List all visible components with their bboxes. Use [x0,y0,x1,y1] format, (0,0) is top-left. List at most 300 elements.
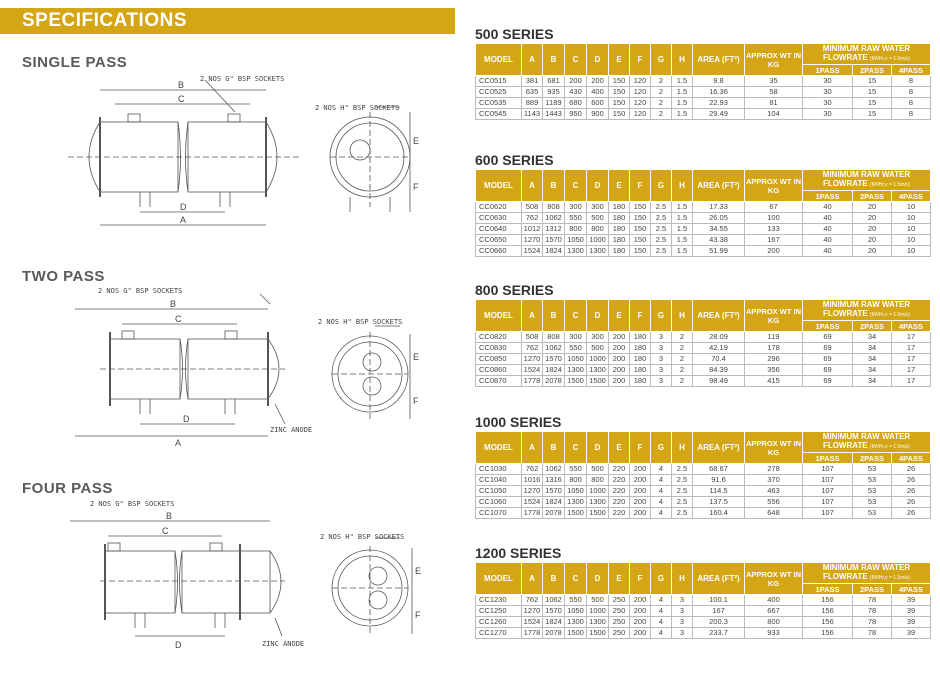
table-cell: CC0820 [476,332,522,343]
table-cell: 762 [522,595,543,606]
table-cell: CC0525 [476,87,522,98]
table-cell: CC0630 [476,213,522,224]
table-cell: 53 [853,486,892,497]
table-cell: CC1250 [476,606,522,617]
table-cell: 1062 [543,464,565,475]
table-cell: CC0850 [476,354,522,365]
dim-b: B [170,299,177,309]
table-cell: 1443 [543,109,565,120]
table-cell: 30 [803,76,853,87]
table-cell: 9.8 [693,76,745,87]
table-cell: 35 [745,76,803,87]
table-cell: 200 [630,486,651,497]
table-cell: 900 [587,109,609,120]
table-cell: 2 [672,365,693,376]
table-cell: 200 [609,365,630,376]
table-cell: 20 [853,213,892,224]
table-cell: 1.5 [672,76,693,87]
dim-c: C [175,314,182,324]
table-cell: CC0830 [476,343,522,354]
header-b: B [543,170,565,202]
table-cell: 200 [565,76,587,87]
table-cell: 2.5 [651,213,672,224]
table-row [476,497,931,508]
table-cell: 2.5 [672,464,693,475]
table-cell: 53 [853,497,892,508]
table-cell: 53 [853,508,892,519]
header-flowrate: FLOWRATE [822,179,868,188]
table-cell: 800 [565,475,587,486]
table-cell: 4 [651,486,672,497]
table-cell: 1300 [587,365,609,376]
table-row [476,354,931,365]
header-g: G [651,44,672,76]
table-cell: 150 [609,76,630,87]
header-1pass: 1PASS [803,321,853,332]
table-cell: 160.4 [693,508,745,519]
table-cell: 1570 [543,606,565,617]
header-h: H [672,432,693,464]
header-b: B [543,44,565,76]
table-cell: 180 [609,246,630,257]
table-cell: 200 [587,76,609,87]
table-cell: 107 [803,464,853,475]
spec-table [475,43,931,120]
table-cell: 200 [630,606,651,617]
table-cell: 200 [630,595,651,606]
table-cell: 20 [853,202,892,213]
header-d: D [587,44,609,76]
table-row [476,109,931,120]
table-cell: 550 [565,213,587,224]
table-cell: 1.5 [672,213,693,224]
dim-c: C [178,94,185,104]
header-b: B [543,432,565,464]
series-title: 500 SERIES [475,26,554,42]
table-row [476,365,931,376]
table-cell: 20 [853,224,892,235]
table-cell: 26.05 [693,213,745,224]
table-cell: 1500 [587,376,609,387]
table-cell: 156 [803,595,853,606]
dim-e: E [413,136,420,146]
table-cell: 69 [803,332,853,343]
four-sockets-g: 2 NOS G" BSP SOCKETS [90,500,175,508]
table-cell: 20 [853,246,892,257]
table-row [476,376,931,387]
table-cell: 178 [745,343,803,354]
table-cell: 2.5 [651,246,672,257]
table-cell: 1500 [587,628,609,639]
table-cell: 2 [672,354,693,365]
series-block-3 [475,414,930,519]
table-cell: 2 [672,376,693,387]
table-cell: 39 [892,628,931,639]
table-cell: 1050 [565,606,587,617]
header-area: AREA (FT²) [693,432,745,464]
dim-c: C [162,526,169,536]
table-cell: 10 [892,202,931,213]
table-cell: 180 [630,365,651,376]
table-cell: 10 [892,213,931,224]
table-cell: CC0650 [476,235,522,246]
table-cell: 463 [745,486,803,497]
table-cell: 400 [587,87,609,98]
table-cell: 2 [672,332,693,343]
dim-e: E [413,352,420,362]
table-row [476,617,931,628]
table-cell: 8 [892,98,931,109]
table-cell: 250 [609,617,630,628]
table-cell: 4 [651,606,672,617]
table-cell: 78 [853,595,892,606]
header-mrw-label: MINIMUM RAW WATER [822,300,911,309]
table-cell: 98.49 [693,376,745,387]
table-cell: 762 [522,213,543,224]
table-cell: 2.5 [672,475,693,486]
header-approx-wt: APPROX WT IN KG [745,44,803,76]
header-h: H [672,300,693,332]
table-cell: 1500 [587,508,609,519]
table-row [476,98,931,109]
header-1pass: 1PASS [803,584,853,595]
table-cell: 2 [651,76,672,87]
table-cell: 34 [853,343,892,354]
header-flowrate-unit: (M³/Hr,v = 1.5m/s) [869,575,911,581]
table-cell: 26 [892,497,931,508]
table-cell: 200 [609,376,630,387]
table-cell: 40 [803,202,853,213]
table-cell: 1524 [522,497,543,508]
table-cell: 762 [522,343,543,354]
header-mrw-label: MINIMUM RAW WATER [822,432,911,441]
table-cell: 53 [853,464,892,475]
header-2pass: 2PASS [853,191,892,202]
header-e: E [609,300,630,332]
table-cell: 150 [630,235,651,246]
table-cell: 2078 [543,508,565,519]
table-cell: 34 [853,354,892,365]
series-block-4 [475,545,930,639]
table-cell: 2.5 [651,235,672,246]
two-sockets-g: 2 NOS G" BSP SOCKETS [98,287,183,295]
table-cell: CC1050 [476,486,522,497]
table-cell: 800 [565,224,587,235]
table-cell: 1778 [522,628,543,639]
table-cell: 2.5 [672,497,693,508]
header-flowrate-unit: (M³/Hr,v = 1.5m/s) [869,444,911,450]
table-cell: 1524 [522,617,543,628]
header-d: D [587,563,609,595]
table-cell: 889 [522,98,543,109]
table-cell: 150 [630,202,651,213]
table-cell: 381 [522,76,543,87]
table-cell: 2.5 [672,508,693,519]
table-cell: 40 [803,224,853,235]
two-sockets-h: 2 NOS H" BSP SOCKETS [318,318,403,326]
table-cell: CC0640 [476,224,522,235]
table-cell: 2.5 [651,202,672,213]
header-approx-wt: APPROX WT IN KG [745,170,803,202]
table-cell: 1189 [543,98,565,109]
header-approx-wt: APPROX WT IN KG [745,300,803,332]
table-cell: 156 [803,628,853,639]
table-cell: 39 [892,595,931,606]
table-cell: 4 [651,617,672,628]
dim-a: A [180,215,187,225]
two-pass-title: TWO PASS [22,268,105,285]
table-cell: 680 [565,98,587,109]
header-a: A [522,170,543,202]
table-cell: CC0660 [476,246,522,257]
table-cell: 3 [651,376,672,387]
header-mrw-label: MINIMUM RAW WATER [822,170,911,179]
spec-table [475,299,931,387]
table-cell: 42.19 [693,343,745,354]
table-cell: 1824 [543,617,565,628]
table-cell: 68.67 [693,464,745,475]
table-cell: 4 [651,595,672,606]
table-cell: 100 [745,213,803,224]
header-d: D [587,432,609,464]
dim-f: F [415,610,421,620]
table-cell: 1300 [587,497,609,508]
table-cell: 2 [651,98,672,109]
header-c: C [565,563,587,595]
table-cell: 300 [587,332,609,343]
header-e: E [609,170,630,202]
series-title: 1000 SERIES [475,414,562,430]
table-cell: 1062 [543,213,565,224]
table-cell: 1.5 [672,202,693,213]
table-cell: CC0535 [476,98,522,109]
dim-d: D [180,202,187,212]
table-cell: 120 [630,98,651,109]
header-a: A [522,563,543,595]
table-cell: 233.7 [693,628,745,639]
table-cell: 2078 [543,628,565,639]
table-cell: 8 [892,87,931,98]
table-cell: 156 [803,606,853,617]
header-4pass: 4PASS [892,65,931,76]
dim-e: E [415,566,422,576]
table-cell: 133 [745,224,803,235]
table-cell: 4 [651,475,672,486]
table-cell: 69 [803,376,853,387]
table-cell: 2 [651,87,672,98]
table-cell: 17 [892,365,931,376]
header-1pass: 1PASS [803,65,853,76]
table-cell: 34 [853,332,892,343]
table-cell: 550 [565,464,587,475]
table-cell: 220 [609,508,630,519]
dim-f: F [413,396,419,406]
table-cell: 1270 [522,486,543,497]
header-f: F [630,44,651,76]
table-cell: 2.5 [651,224,672,235]
header-a: A [522,44,543,76]
header-model: MODEL [476,170,522,202]
table-cell: 40 [803,235,853,246]
four-pass-title: FOUR PASS [22,480,113,497]
table-cell: 30 [803,98,853,109]
table-cell: 39 [892,617,931,628]
header-1pass: 1PASS [803,191,853,202]
table-cell: 415 [745,376,803,387]
table-cell: 10 [892,224,931,235]
table-cell: 1300 [587,246,609,257]
header-h: H [672,563,693,595]
table-cell: 800 [745,617,803,628]
header-f: F [630,432,651,464]
table-cell: 51.99 [693,246,745,257]
spec-table [475,169,931,257]
header-4pass: 4PASS [892,191,931,202]
table-cell: 300 [565,332,587,343]
dim-a: A [175,438,182,448]
table-cell: 180 [630,376,651,387]
table-cell: 150 [609,109,630,120]
table-cell: 67 [745,202,803,213]
table-cell: 1824 [543,497,565,508]
table-cell: 200 [630,464,651,475]
table-cell: 84.39 [693,365,745,376]
table-cell: 40 [803,246,853,257]
table-cell: 53 [853,475,892,486]
table-cell: 1050 [565,354,587,365]
table-cell: CC0860 [476,365,522,376]
table-cell: 15 [853,109,892,120]
series-title: 600 SERIES [475,152,554,168]
dim-b: B [166,511,173,521]
header-e: E [609,432,630,464]
table-cell: 1270 [522,354,543,365]
table-cell: 356 [745,365,803,376]
header-model: MODEL [476,563,522,595]
dim-d: D [175,640,182,650]
table-cell: 200 [609,343,630,354]
header-1pass: 1PASS [803,453,853,464]
table-cell: 20 [853,235,892,246]
table-row [476,76,931,87]
header-flowrate: FLOWRATE [822,441,868,450]
single-sockets-h: 2 NOS H" BSP SOCKETS [315,104,400,112]
two-pass-diagram [60,284,450,454]
table-cell: 107 [803,497,853,508]
table-cell: 1.5 [672,109,693,120]
header-4pass: 4PASS [892,321,931,332]
header-f: F [630,563,651,595]
table-cell: 3 [672,606,693,617]
table-cell: 180 [630,354,651,365]
header-b: B [543,300,565,332]
table-cell: 1300 [587,617,609,628]
table-cell: 150 [609,87,630,98]
table-cell: 39 [892,606,931,617]
table-row [476,486,931,497]
table-cell: 34 [853,365,892,376]
header-g: G [651,563,672,595]
header-c: C [565,44,587,76]
table-cell: 3 [672,617,693,628]
table-cell: 114.5 [693,486,745,497]
table-cell: 600 [587,98,609,109]
page-title: SPECIFICATIONS [0,8,455,34]
table-cell: 104 [745,109,803,120]
series-title: 1200 SERIES [475,545,562,561]
table-cell: 34 [853,376,892,387]
table-cell: 150 [630,213,651,224]
table-cell: CC0870 [476,376,522,387]
spec-table [475,562,931,639]
two-zinc-anode: ZINC ANODE [270,426,313,434]
header-flowrate: FLOWRATE [822,53,868,62]
table-cell: CC1060 [476,497,522,508]
table-cell: 200 [630,497,651,508]
table-cell: 137.5 [693,497,745,508]
table-cell: 933 [745,628,803,639]
single-pass-diagram [60,72,450,242]
header-e: E [609,44,630,76]
table-cell: 200 [609,332,630,343]
header-area: AREA (FT²) [693,300,745,332]
table-cell: 180 [630,343,651,354]
header-4pass: 4PASS [892,453,931,464]
dim-b: B [178,80,185,90]
series-title: 800 SERIES [475,282,554,298]
table-cell: 1050 [565,235,587,246]
header-flowrate-unit: (M³/Hr,v = 1.5m/s) [869,312,911,318]
table-cell: 40 [803,213,853,224]
table-row [476,508,931,519]
table-row [476,213,931,224]
header-4pass: 4PASS [892,584,931,595]
table-cell: 2.5 [672,486,693,497]
table-cell: 1300 [565,617,587,628]
table-cell: 78 [853,628,892,639]
header-area: AREA (FT²) [693,563,745,595]
table-cell: 370 [745,475,803,486]
table-row [476,332,931,343]
header-g: G [651,300,672,332]
table-cell: 220 [609,475,630,486]
table-cell: 8 [892,76,931,87]
table-cell: 1000 [587,606,609,617]
table-cell: 26 [892,508,931,519]
table-cell: 167 [693,606,745,617]
table-cell: 180 [630,332,651,343]
header-flowrate: FLOWRATE [822,309,868,318]
table-cell: 1270 [522,235,543,246]
table-cell: 220 [609,464,630,475]
header-e: E [609,563,630,595]
table-cell: 107 [803,475,853,486]
table-cell: 150 [630,224,651,235]
header-mrw-label: MINIMUM RAW WATER [822,44,911,53]
table-cell: 1050 [565,486,587,497]
table-row [476,628,931,639]
header-d: D [587,170,609,202]
header-g: G [651,170,672,202]
table-cell: 2078 [543,376,565,387]
table-cell: 70.4 [693,354,745,365]
table-cell: 508 [522,332,543,343]
header-flowrate-unit: (M³/Hr,v = 1.5m/s) [869,56,911,62]
four-pass-diagram [60,496,450,671]
table-row [476,464,931,475]
table-cell: 3 [672,628,693,639]
table-cell: 508 [522,202,543,213]
